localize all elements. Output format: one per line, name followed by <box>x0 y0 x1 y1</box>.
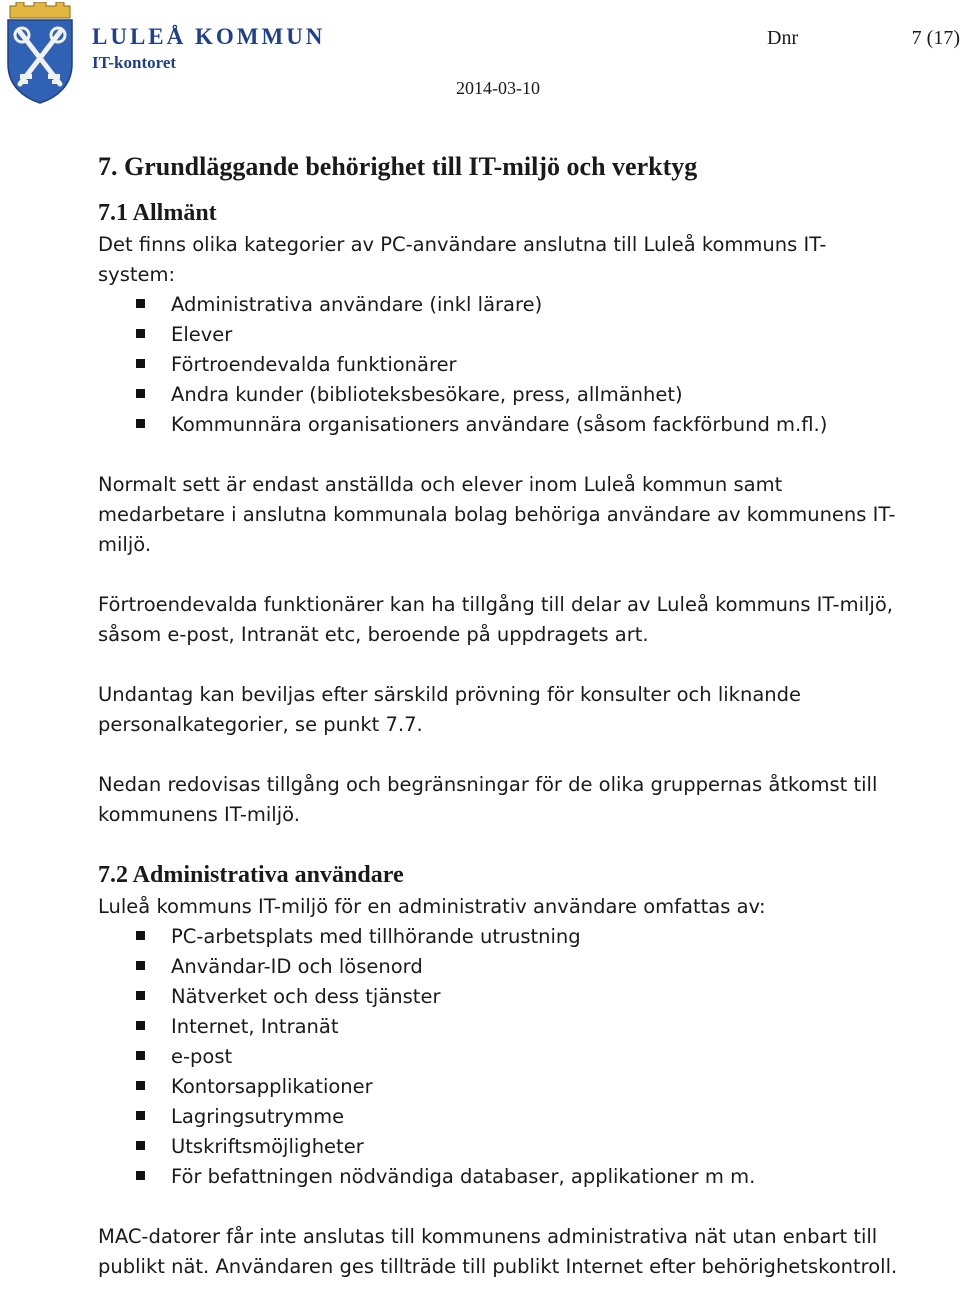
list-item: Administrativa användare (inkl lärare) <box>171 290 898 320</box>
document-date: 2014-03-10 <box>456 78 540 98</box>
paragraph: Nedan redovisas tillgång och begränsningar för de olika gruppernas åtkomst till kommunens IT-miljö. <box>98 773 878 826</box>
paragraph: Förtroendevalda funktionärer kan ha tillgång till delar av Luleå kommuns IT-miljö, såsom e-post, Intranät etc, beroende på uppdragets art. <box>98 593 893 646</box>
list-item: e-post <box>171 1042 898 1072</box>
user-category-list <box>98 290 898 440</box>
section-7-1-intro: Det finns olika kategorier av PC-användare anslutna till Luleå kommuns IT-system: <box>98 233 827 286</box>
paragraph: MAC-datorer får inte anslutas till kommunens administrativa nät utan enbart till publikt nät. Användaren ges tillträde till publikt Internet efter behörighetskontroll. <box>98 1225 898 1278</box>
list-item: Internet, Intranät <box>171 1012 898 1042</box>
list-item: Förtroendevalda funktionärer <box>171 350 898 380</box>
list-item: Andra kunder (biblioteksbesökare, press, allmänhet) <box>171 380 898 410</box>
lulea-coat-of-arms-icon <box>4 2 76 104</box>
section-7-heading: 7. Grundläggande behörighet till IT-miljö och verktyg <box>98 152 698 181</box>
list-item: PC-arbetsplats med tillhörande utrustning <box>171 922 898 952</box>
paragraph: Undantag kan beviljas efter särskild prövning för konsulter och liknande personalkategorier, se punkt 7.7. <box>98 683 802 736</box>
list-item: Kontorsapplikationer <box>171 1072 898 1102</box>
department-name: IT-kontoret <box>92 53 177 72</box>
list-item: Kommunnära organisationers användare (såsom fackförbund m.fl.) <box>171 410 898 440</box>
list-item: Användar-ID och lösenord <box>171 952 898 982</box>
paragraph: Normalt sett är endast anställda och elever inom Luleå kommun samt medarbetare i anslutna kommunala bolag behöriga användare av kommunens IT-miljö. <box>98 473 896 556</box>
dnr-label: Dnr <box>767 27 799 49</box>
list-item: Lagringsutrymme <box>171 1102 898 1132</box>
organization-name: LULEÅ KOMMUN <box>92 24 326 49</box>
list-item: För befattningen nödvändiga databaser, applikationer m m. <box>171 1162 898 1192</box>
section-7-1-heading: 7.1 Allmänt <box>98 200 217 226</box>
page-number: 7 (17) <box>911 27 960 49</box>
list-item: Nätverket och dess tjänster <box>171 982 898 1012</box>
list-item: Utskriftsmöjligheter <box>171 1132 898 1162</box>
admin-resources-list <box>98 922 898 1192</box>
document-body <box>98 146 898 1282</box>
list-item: Elever <box>171 320 898 350</box>
section-7-2-heading: 7.2 Administrativa användare <box>98 862 404 888</box>
section-7-2-intro: Luleå kommuns IT-miljö för en administrativ användare omfattas av: <box>98 895 766 918</box>
